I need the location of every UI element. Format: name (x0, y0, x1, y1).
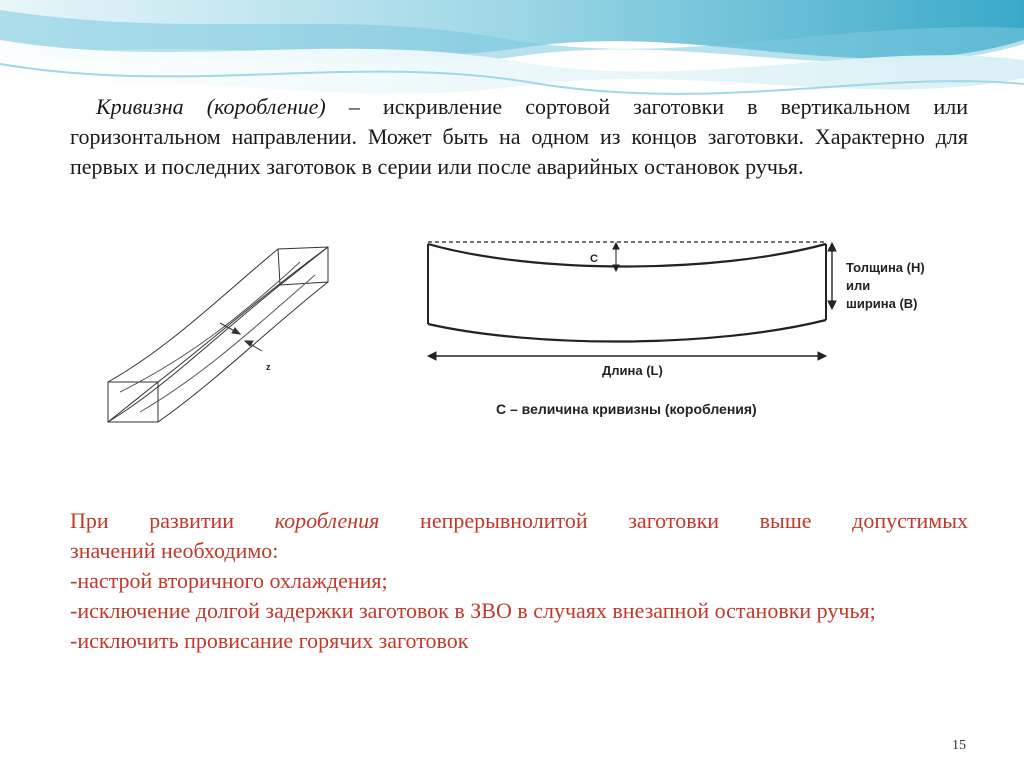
recommendations-intro-line: При развитии коробления непрерывнолитой заготовки выше допустимых (70, 508, 968, 533)
billet-bottom-edge (428, 320, 826, 342)
thickness-label-line1: Толщина (H) (846, 260, 925, 275)
page-number: 15 (952, 738, 966, 753)
thickness-label-line2: или (846, 278, 871, 293)
recommendation-item: -исключить провисание горячих заготовок (70, 628, 469, 653)
curvature-schematic (414, 232, 960, 428)
length-label: Длина (L) (602, 363, 663, 378)
definition-term: Кривизна (коробление) (96, 94, 326, 119)
definition-text: – искривление сортовой заготовки в вертикальном или горизонтальном направлении. Может быть на одном из концов заготовки. Характерно для первых и последних заготовок в серии или после аварийных остановок ручья. (70, 94, 968, 179)
warping-term: коробления (274, 508, 380, 533)
bent-billet-figure (100, 237, 340, 440)
recommendation-item: -исключение долгой задержки заготовок в ЗВО в случаях внезапной остановки ручья; (70, 598, 876, 623)
bent-billet-drawing (100, 237, 340, 440)
billet-top-edge (428, 244, 826, 267)
recommendation-item: -настрой вторичного охлаждения; (70, 568, 388, 593)
thickness-label-line3: ширина (B) (846, 296, 918, 311)
curvature-drawing (414, 232, 960, 428)
recommendations-intro-line2: значений необходимо: (70, 538, 279, 563)
c-label: С (590, 253, 598, 265)
definition-paragraph (70, 92, 968, 182)
figure-caption: С – величина кривизны (коробления) (496, 401, 757, 417)
z-label: z (266, 362, 271, 372)
recommendations-block (70, 506, 968, 656)
